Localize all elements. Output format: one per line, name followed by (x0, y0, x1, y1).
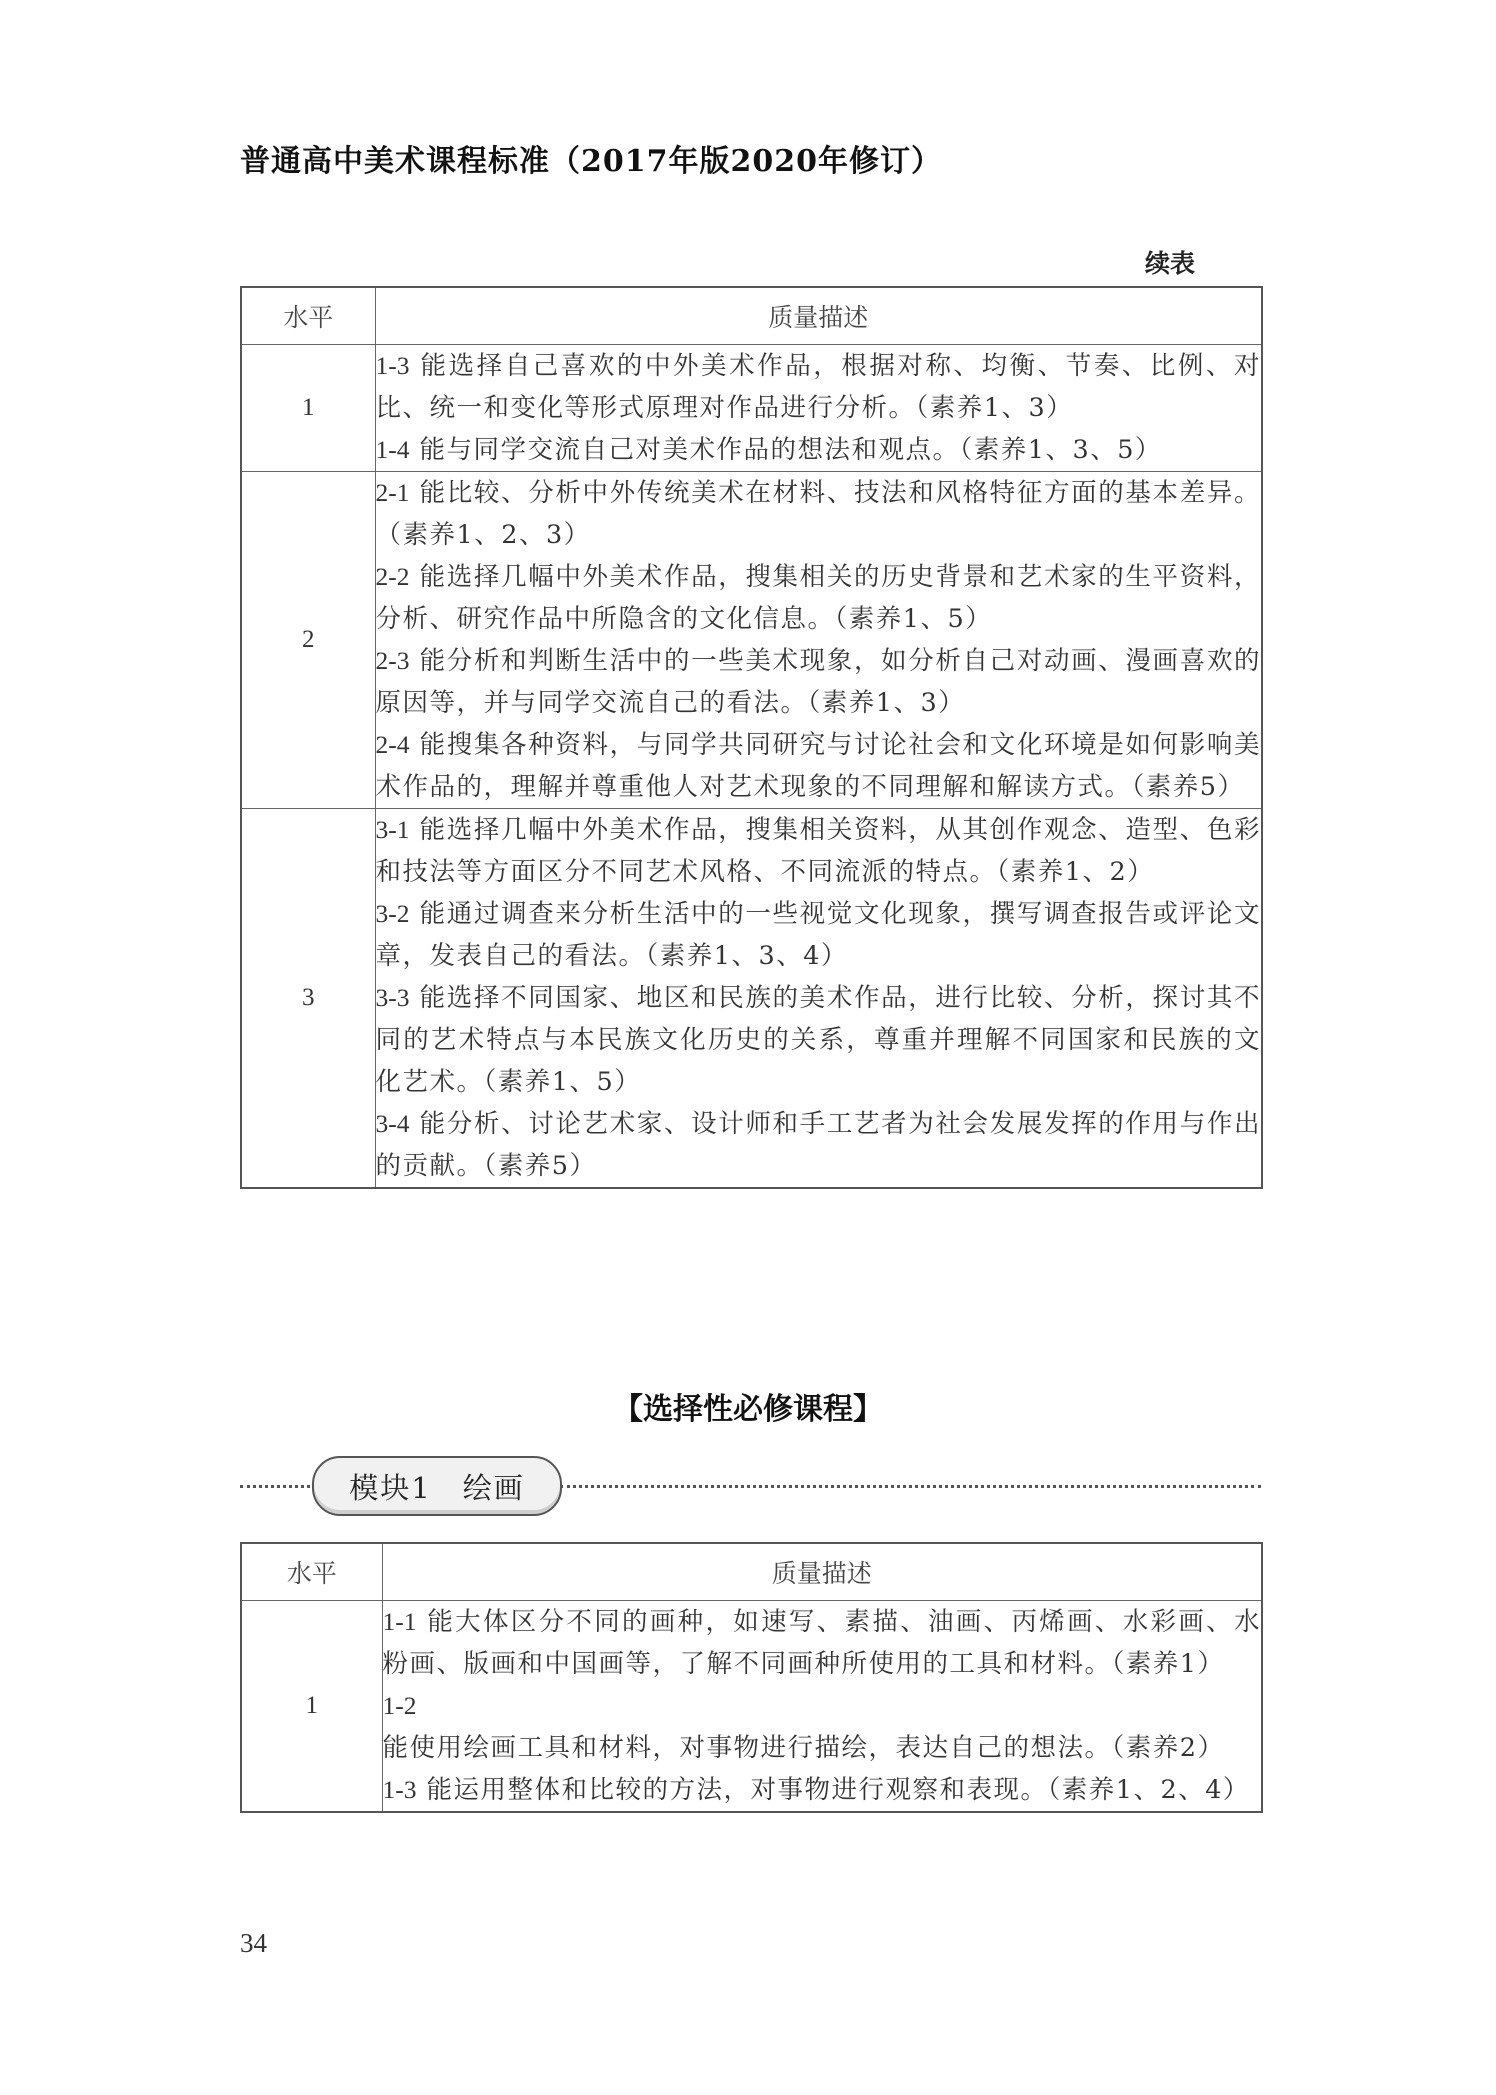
item-text: 能比较、分析中外传统美术在材料、技法和风格特征方面的基本差异。（素养1、2、3） (375, 478, 1261, 550)
item-code: 1-3 (375, 351, 410, 380)
item-code: 2-2 (375, 562, 410, 591)
column-header-description: 质量描述 (382, 1543, 1262, 1601)
item-code: 1-2 (382, 1691, 417, 1720)
quality-item (376, 1103, 1262, 1187)
quality-item (376, 893, 1262, 977)
dotted-rule-right (560, 1485, 1261, 1488)
quality-table-continued (240, 286, 1263, 1189)
quality-item (376, 472, 1262, 556)
description-cell (375, 472, 1262, 809)
level-cell: 1 (241, 345, 375, 472)
page-number: 34 (240, 1928, 267, 1958)
continued-table-label: 续表 (1145, 249, 1196, 278)
table-row (241, 472, 1262, 809)
level-cell: 1 (241, 1601, 382, 1813)
item-code: 3-2 (375, 899, 410, 928)
item-text: 能使用绘画工具和材料，对事物进行描绘，表达自己的想法。（素养2） (382, 1733, 1225, 1763)
item-text: 能选择自己喜欢的中外美术作品，根据对称、均衡、节奏、比例、对比、统一和变化等形式原理对作品进行分析。（素养1、3） (375, 351, 1261, 423)
item-code: 3-3 (375, 983, 410, 1012)
item-code: 2-4 (375, 730, 410, 759)
item-code: 2-1 (375, 478, 410, 507)
table-row (241, 809, 1262, 1189)
column-header-level: 水平 (241, 287, 375, 345)
quality-item (383, 1601, 1262, 1685)
description-cell (382, 1601, 1262, 1813)
quality-item (376, 977, 1262, 1103)
quality-item (376, 556, 1262, 640)
item-text: 能与同学交流自己对美术作品的想法和观点。（素养1、3、5） (419, 435, 1162, 465)
item-code: 1-3 (382, 1775, 417, 1804)
item-text: 能选择不同国家、地区和民族的美术作品，进行比较、分析，探讨其不同的艺术特点与本民族文化历史的关系，尊重并理解不同国家和民族的文化艺术。（素养1、5） (375, 983, 1261, 1097)
item-text: 能分析和判断生活中的一些美术现象，如分析自己对动画、漫画喜欢的原因等，并与同学交流自己的看法。（素养1、3） (375, 646, 1261, 718)
item-code: 1-4 (375, 435, 410, 464)
item-text: 能搜集各种资料，与同学共同研究与讨论社会和文化环境是如何影响美术作品的，理解并尊重他人对艺术现象的不同理解和解读方式。（素养5） (375, 730, 1261, 802)
quality-item (383, 1769, 1262, 1811)
table-header-row (241, 287, 1262, 345)
description-cell (375, 345, 1262, 472)
item-text: 能选择几幅中外美术作品，搜集相关的历史背景和艺术家的生平资料，分析、研究作品中所隐含的文化信息。（素养1、5） (375, 562, 1261, 634)
level-cell: 2 (241, 472, 375, 809)
item-code: 3-4 (375, 1109, 410, 1138)
quality-item (376, 345, 1262, 429)
quality-table-module-1 (240, 1542, 1263, 1813)
description-cell (375, 809, 1262, 1189)
section-heading: 【选择性必修课程】 (613, 1392, 883, 1427)
item-code: 3-1 (375, 815, 410, 844)
table-row (241, 345, 1262, 472)
item-text: 能选择几幅中外美术作品，搜集相关资料，从其创作观念、造型、色彩和技法等方面区分不同艺术风格、不同流派的特点。（素养1、2） (375, 815, 1261, 887)
quality-item (376, 640, 1262, 724)
item-code: 1-1 (382, 1607, 417, 1636)
running-header-title: 普通高中美术课程标准（2017年版2020年修订） (240, 144, 942, 179)
quality-item (376, 724, 1262, 808)
item-text: 能分析、讨论艺术家、设计师和手工艺者为社会发展发挥的作用与作出的贡献。（素养5） (375, 1109, 1261, 1181)
table-row (241, 1601, 1262, 1813)
item-text: 能运用整体和比较的方法，对事物进行观察和表现。（素养1、2、4） (426, 1775, 1250, 1805)
column-header-description: 质量描述 (375, 287, 1262, 345)
item-code: 2-3 (375, 646, 410, 675)
module-label: 模块1 绘画 (312, 1456, 562, 1516)
quality-item (376, 809, 1262, 893)
table-header-row (241, 1543, 1262, 1601)
quality-item (376, 429, 1262, 471)
column-header-level: 水平 (241, 1543, 382, 1601)
quality-item (383, 1685, 1262, 1769)
item-text: 能大体区分不同的画种，如速写、素描、油画、丙烯画、水彩画、水粉画、版画和中国画等，了解不同画种所使用的工具和材料。（素养1） (382, 1607, 1261, 1679)
dotted-rule-left (240, 1485, 310, 1488)
item-text: 能通过调查来分析生活中的一些视觉文化现象，撰写调查报告或评论文章，发表自己的看法。（素养1、3、4） (375, 899, 1261, 971)
level-cell: 3 (241, 809, 375, 1189)
